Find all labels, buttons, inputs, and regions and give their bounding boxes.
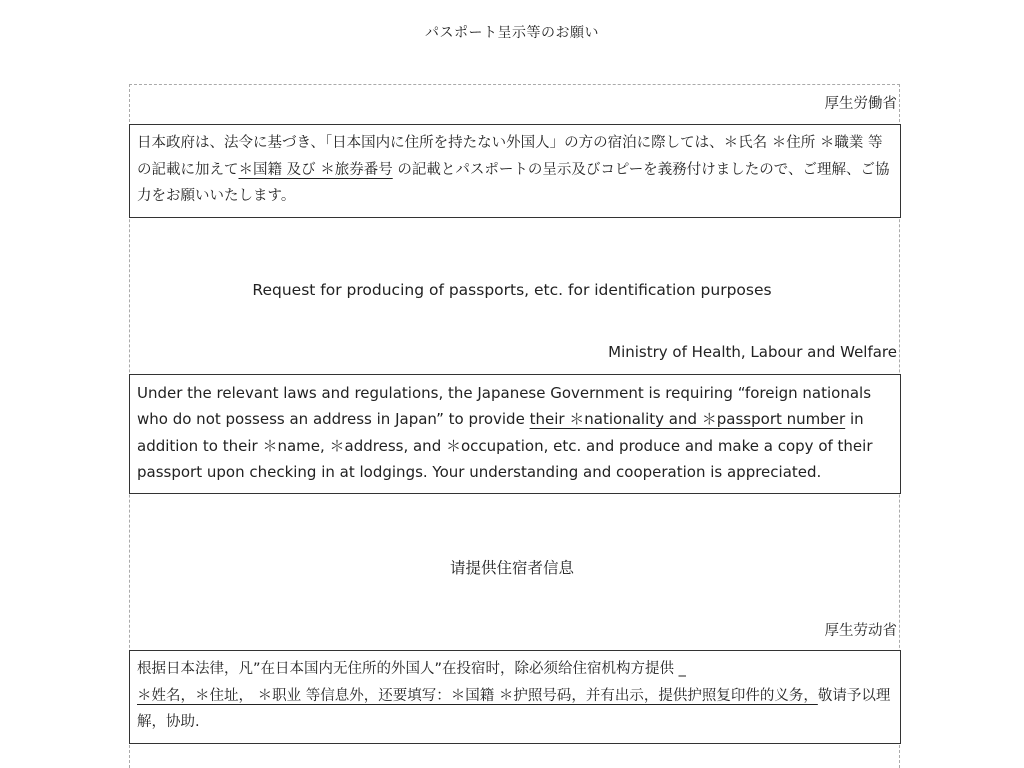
ministry-name-japanese: 厚生労働省 xyxy=(824,96,897,112)
japanese-notice-text: 日本政府は、法令に基づき、「日本国内に住所を持たない外国人」の方の宿泊に際しては、＊氏名 ＊住所 ＊職業 等の記載に加えて xyxy=(137,135,883,178)
ministry-name-english: Ministry of Health, Labour and Welfare xyxy=(608,343,897,361)
chinese-notice-underlined: ＊姓名，＊住址， ＊职业 等信息外，还要填写：＊国籍 ＊护照号码，并有出示，提供护照复印件的义务， xyxy=(137,687,818,704)
chinese-notice-box xyxy=(129,650,901,744)
japanese-notice-underlined: ＊国籍 及び ＊旅券番号 xyxy=(238,161,393,178)
japanese-notice-text-end: の記載とパスポートの呈示及びコピーを義務付けましたので、ご理解、ご協力をお願いいたします。 xyxy=(137,161,890,204)
document-title: パスポート呈示等のお願い xyxy=(425,25,599,41)
english-notice-text: Under the relevant laws and regulations, the Japanese Government is requiring “foreign nationals who do not possess an address in Japan” to provide xyxy=(137,384,872,429)
english-notice-underlined: their ＊nationality and ＊passport number xyxy=(529,410,846,429)
japanese-notice-box xyxy=(129,124,901,218)
english-notice-text-end: in addition to their ＊name, ＊address, and ＊occupation, etc. and produce and make a copy of their passport upon checking in at lodgings. Your understanding and cooperation is appreciated. xyxy=(137,410,873,481)
chinese-notice-text: 根据日本法律，凡”在日本国内无住所的外国人”在投宿时，除必须给住宿机构方提供 _ xyxy=(137,661,686,677)
english-notice-box xyxy=(129,374,901,494)
chinese-title: 请提供住宿者信息 xyxy=(449,559,574,577)
chinese-notice-text-end: 敬请予以理解，协助. xyxy=(137,687,891,730)
ministry-name-chinese: 厚生劳动省 xyxy=(824,623,897,639)
english-title: Request for producing of passports, etc. for identification purposes xyxy=(252,281,772,299)
